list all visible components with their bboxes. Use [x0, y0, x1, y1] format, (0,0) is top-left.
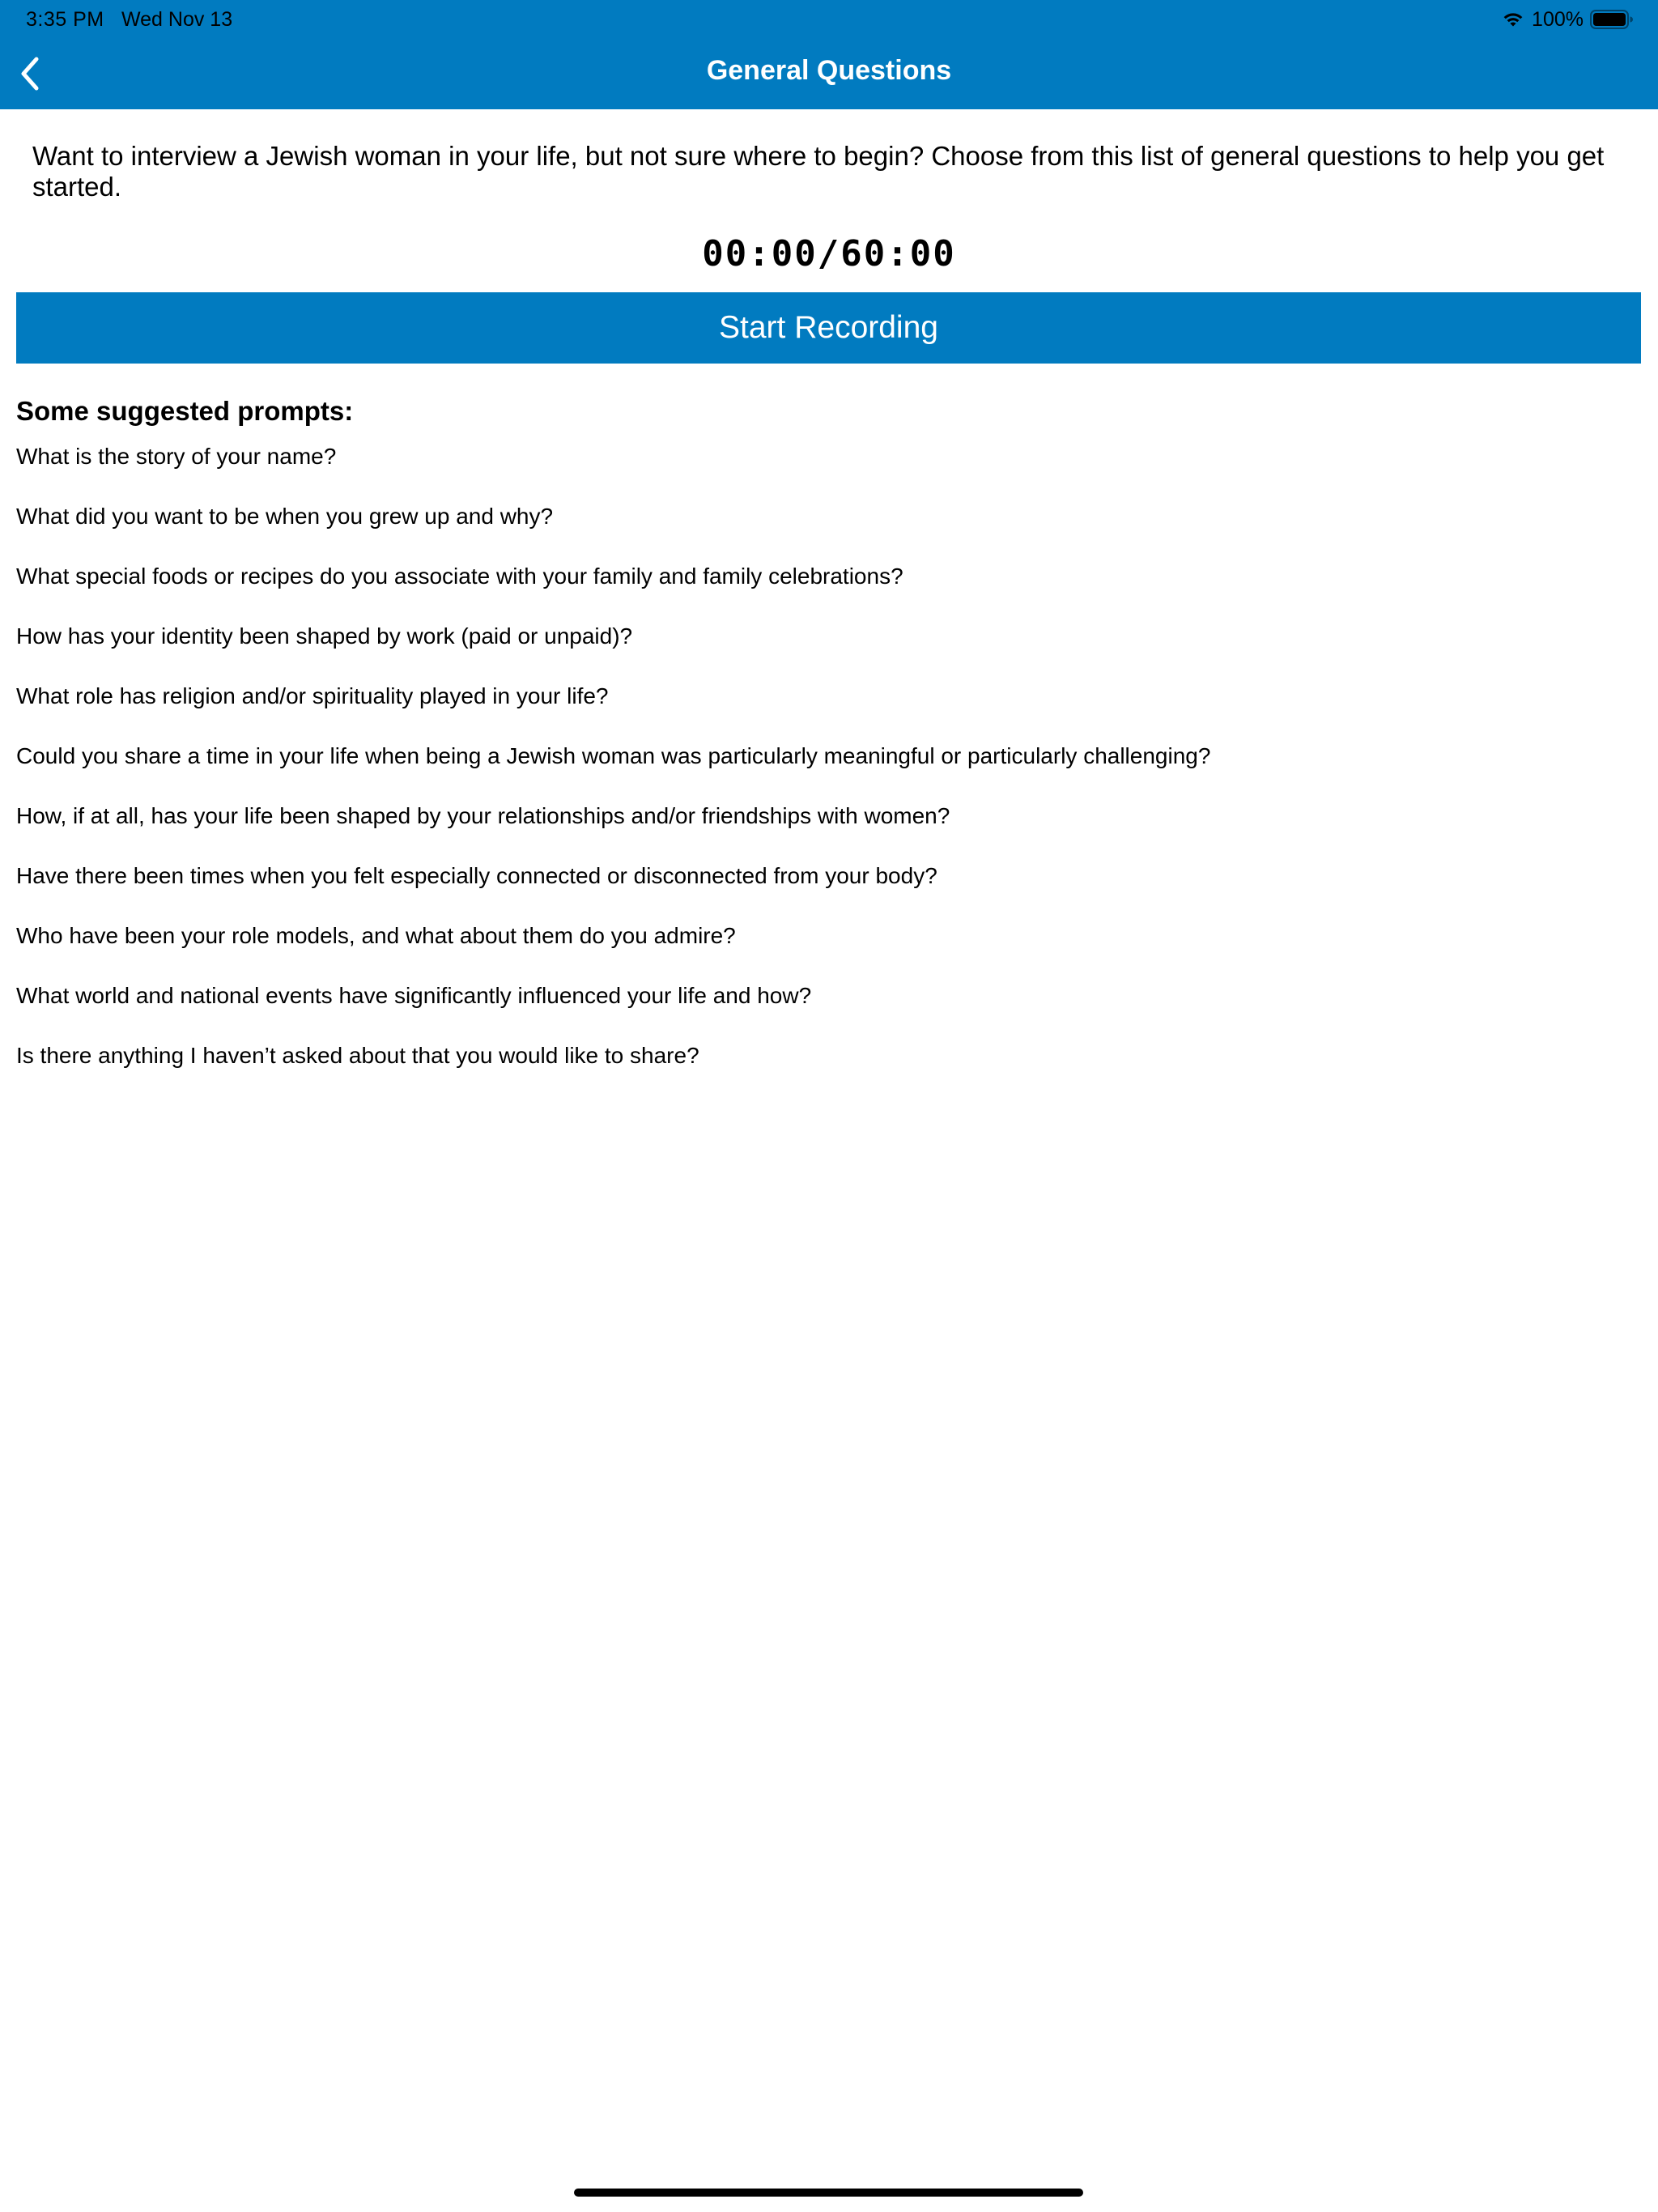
- navigation-bar: [0, 0, 1658, 109]
- prompt-item: How, if at all, has your life been shaped by your relationships and/or friendships with women?: [16, 803, 950, 828]
- battery-percentage: 100%: [1532, 7, 1584, 31]
- status-indicators: [1501, 6, 1634, 32]
- recording-timer: 00:00/60:00: [702, 233, 956, 274]
- home-indicator[interactable]: [574, 2189, 1083, 2197]
- status-time: 3:35 PM: [26, 8, 104, 31]
- wifi-icon: [1501, 10, 1525, 29]
- prompt-item: Is there anything I haven’t asked about that you would like to share?: [16, 1043, 699, 1068]
- intro-text: Want to interview a Jewish woman in your life, but not sure where to begin? Choose from this list of general questions to help you get started.: [32, 141, 1605, 202]
- prompts-list: [16, 443, 1210, 1102]
- page-title: General Questions: [706, 55, 952, 86]
- prompt-item: How has your identity been shaped by work (paid or unpaid)?: [16, 623, 633, 649]
- prompt-item: What world and national events have significantly influenced your life and how?: [16, 983, 812, 1008]
- start-recording-button[interactable]: Start Recording: [16, 292, 1641, 364]
- prompt-item: Could you share a time in your life when being a Jewish woman was particularly meaningful or particularly challenging?: [16, 743, 1211, 768]
- battery-icon: [1590, 9, 1634, 30]
- prompt-item: Who have been your role models, and what about them do you admire?: [16, 923, 736, 948]
- prompt-item: What special foods or recipes do you associate with your family and family celebrations?: [16, 564, 903, 589]
- prompt-item: What role has religion and/or spirituality played in your life?: [16, 683, 609, 708]
- status-date: Wed Nov 13: [121, 8, 233, 31]
- prompt-item: What did you want to be when you grew up and why?: [16, 504, 554, 529]
- prompt-item: Have there been times when you felt especially connected or disconnected from your body?: [16, 863, 937, 888]
- prompt-item: What is the story of your name?: [16, 444, 337, 469]
- prompts-heading: Some suggested prompts:: [16, 396, 354, 426]
